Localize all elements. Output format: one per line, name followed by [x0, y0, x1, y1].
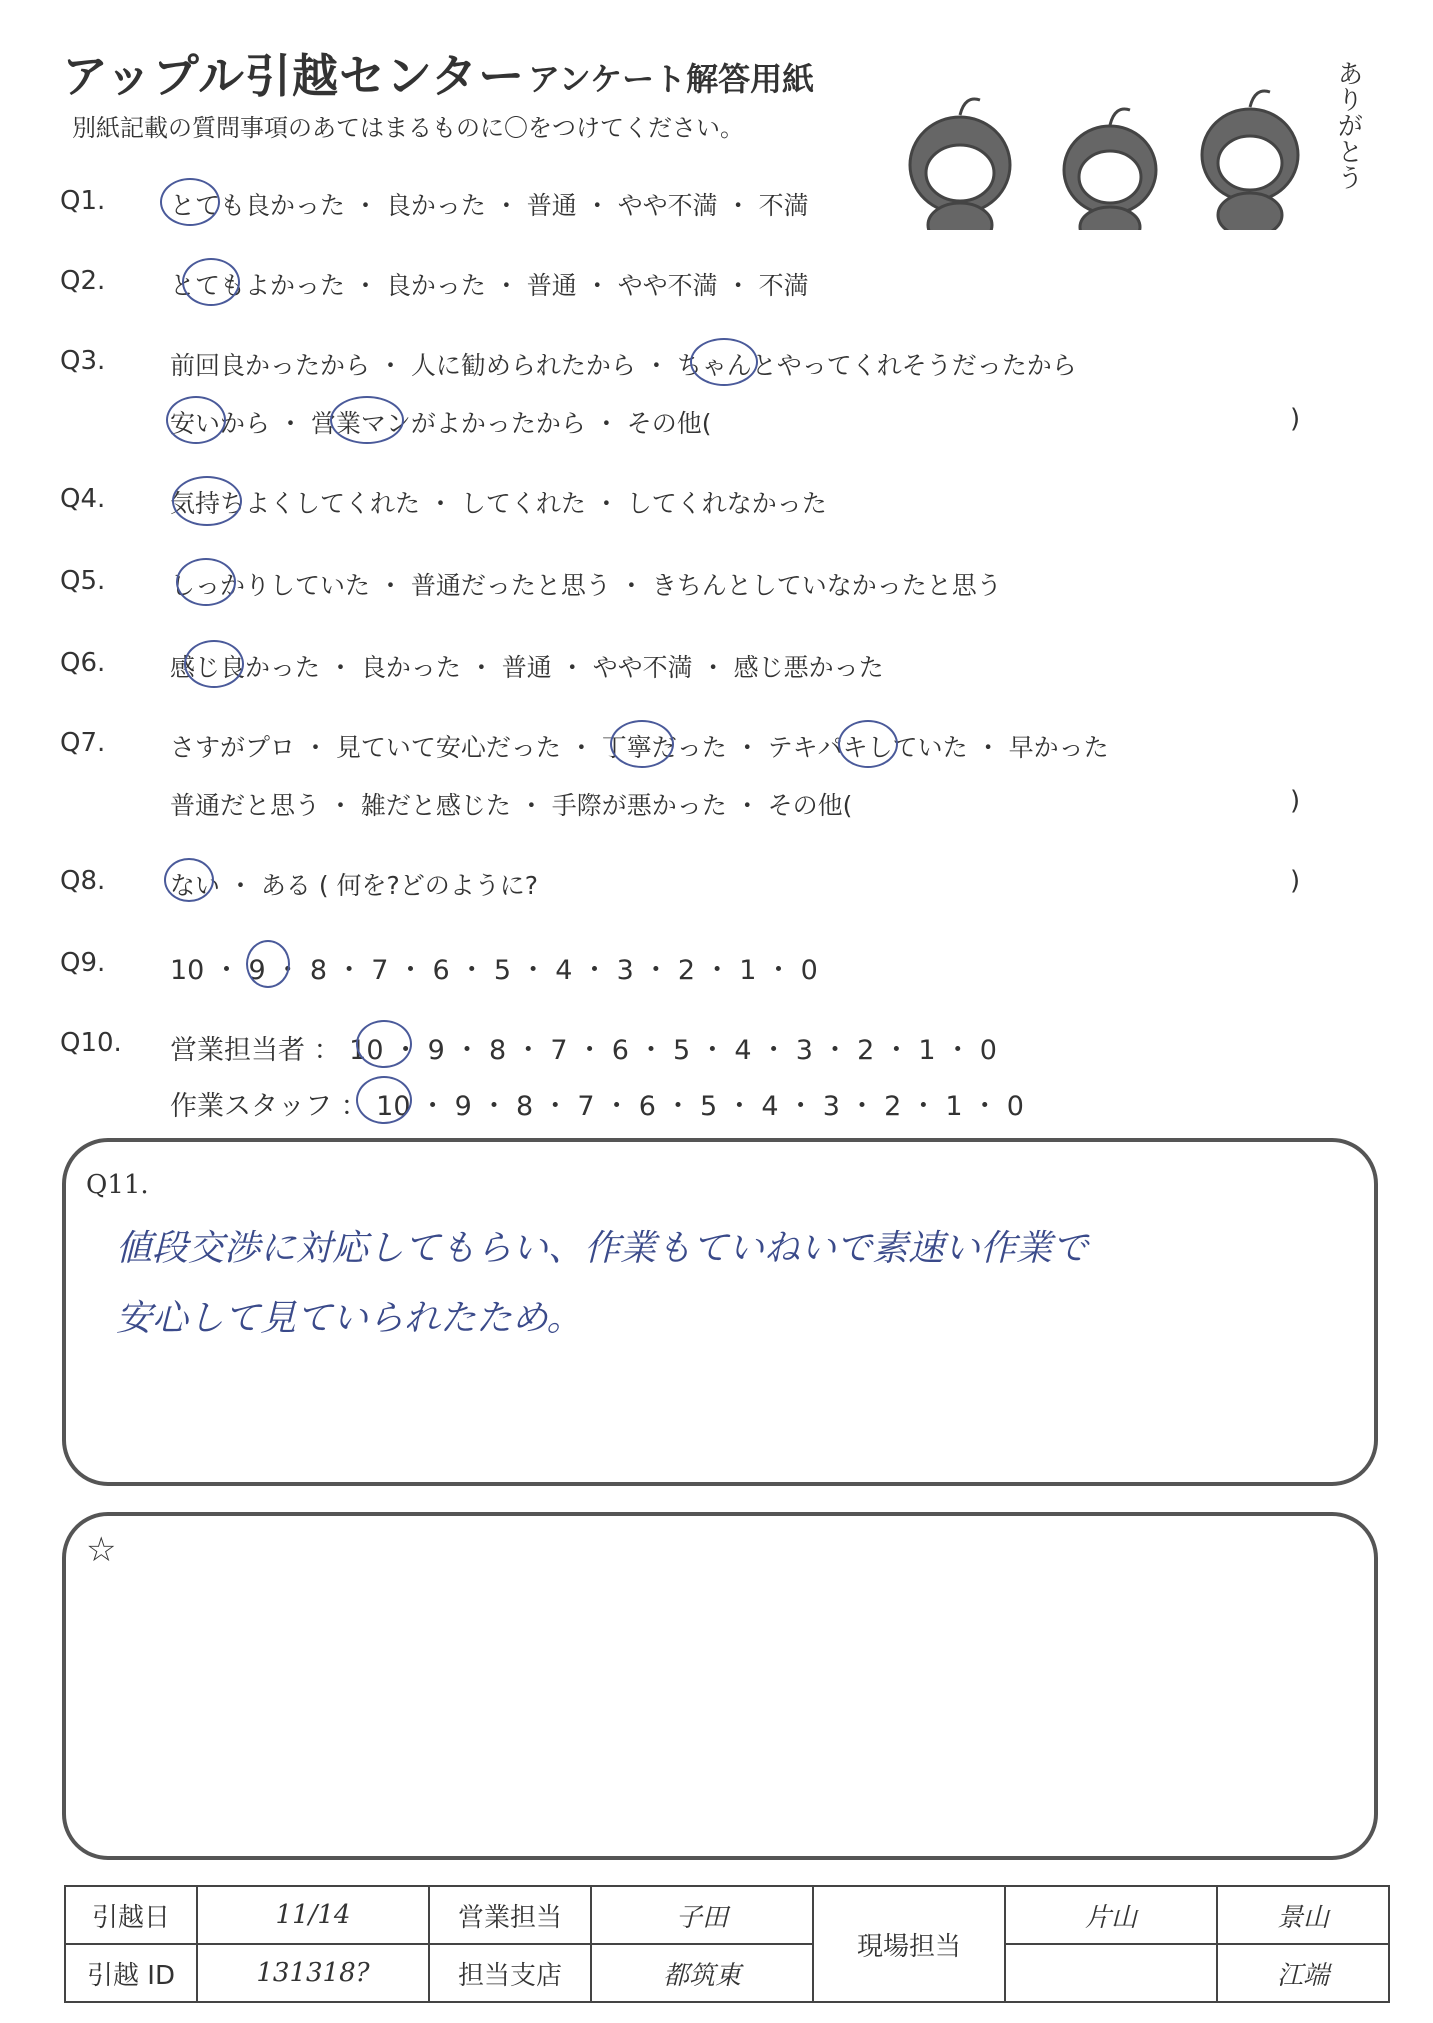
- q10-sales-scale: 営業担当者 ： 10 ・ 9 ・ 8 ・ 7 ・ 6 ・ 5 ・ 4 ・ 3 ・ 2 ・ 1 ・ 0: [170, 1035, 997, 1066]
- sales-value: 子田: [591, 1886, 813, 1944]
- star-comment-box: [62, 1512, 1378, 1860]
- field-staff-3: 江端: [1217, 1944, 1389, 2002]
- q6-options: 感じ良かった ・ 良かった ・ 普通 ・ やや不満 ・ 感じ悪かった: [170, 653, 884, 682]
- move-id-value: 131318?: [197, 1944, 429, 2002]
- answer-circle: [356, 1020, 412, 1068]
- answer-circle: [164, 858, 214, 902]
- q3-options-line2: 安いから ・ 営業マンがよかったから ・ その他(: [170, 409, 712, 438]
- answer-circle: [690, 338, 758, 386]
- monkey-mascot-illustration: [880, 55, 1360, 230]
- monkey-icon: [1064, 109, 1156, 230]
- answer-circle: [176, 558, 236, 606]
- q3-close-paren: ): [1290, 404, 1301, 434]
- q11-label: Q11.: [86, 1170, 149, 1200]
- form-instruction: 別紙記載の質問事項のあてはまるものに〇をつけてください。: [72, 114, 744, 142]
- q5-label: Q5.: [60, 566, 106, 596]
- sales-label: 営業担当: [429, 1886, 591, 1944]
- monkey-icon: [910, 99, 1010, 230]
- q3-options: 前回良かったから ・ 人に勧められたから ・ ちゃんとやってくれそうだったから: [170, 351, 1077, 380]
- q1-options: とても良かった ・ 良かった ・ 普通 ・ やや不満 ・ 不満: [170, 191, 809, 220]
- q11-answer-line2: 安心して見ていられたため。: [116, 1298, 583, 1339]
- field-staff-1: 片山: [1005, 1886, 1217, 1944]
- q9-scale: 10 ・ 9 ・ 8 ・ 7 ・ 6 ・ 5 ・ 4 ・ 3 ・ 2 ・ 1 ・ 0: [170, 955, 818, 986]
- field-staff-empty: [1005, 1944, 1217, 2002]
- q5-options: しっかりしていた ・ 普通だったと思う ・ きちんとしていなかったと思う: [170, 571, 1002, 600]
- q11-answer-line1: 値段交渉に対応してもらい、作業もていねいで素速い作業で: [116, 1228, 1089, 1269]
- field-staff-2: 景山: [1217, 1886, 1389, 1944]
- q8-label: Q8.: [60, 866, 106, 896]
- q6-label: Q6.: [60, 648, 106, 678]
- q1-label: Q1.: [60, 186, 106, 216]
- answer-circle: [330, 396, 404, 444]
- answer-circle: [172, 476, 242, 526]
- move-date-value: 11/14: [197, 1886, 429, 1944]
- answer-circle: [356, 1076, 412, 1124]
- answer-circle: [160, 178, 220, 226]
- q8-close-paren: ): [1290, 866, 1301, 896]
- star-label: ☆: [86, 1530, 117, 1570]
- answer-circle: [246, 940, 290, 988]
- q7-label: Q7.: [60, 728, 106, 758]
- q9-label: Q9.: [60, 948, 106, 978]
- field-label: 現場担当: [813, 1886, 1005, 2002]
- q4-label: Q4.: [60, 484, 106, 514]
- answer-circle: [838, 720, 898, 768]
- thanks-text: ありがとう: [1333, 60, 1363, 190]
- q10-label: Q10.: [60, 1028, 122, 1058]
- footer-info-table: [64, 1885, 1390, 2003]
- q7-options: さすがプロ ・ 見ていて安心だった ・ 丁寧だった ・ テキパキしていた ・ 早かった: [170, 733, 1109, 762]
- q2-options: とてもよかった ・ 良かった ・ 普通 ・ やや不満 ・ 不満: [170, 271, 809, 300]
- answer-circle: [182, 258, 240, 306]
- move-id-label: 引越 ID: [65, 1944, 197, 2002]
- q8-options: ない ・ ある ( 何を?どのように?: [170, 871, 539, 900]
- form-title: アップル引越センター: [62, 49, 526, 103]
- q7-options-line2: 普通だと思う ・ 雑だと感じた ・ 手際が悪かった ・ その他(: [170, 791, 853, 820]
- answer-circle: [166, 396, 226, 444]
- monkey-icon: [1202, 91, 1298, 230]
- move-date-label: 引越日: [65, 1886, 197, 1944]
- form-subtitle: アンケート解答用紙: [528, 60, 815, 98]
- branch-value: 都筑東: [591, 1944, 813, 2002]
- q4-options: 気持ちよくしてくれた ・ してくれた ・ してくれなかった: [170, 489, 827, 518]
- branch-label: 担当支店: [429, 1944, 591, 2002]
- q3-label: Q3.: [60, 346, 106, 376]
- q7-close-paren: ): [1290, 786, 1301, 816]
- q10-staff-scale: 作業スタッフ ： 10 ・ 9 ・ 8 ・ 7 ・ 6 ・ 5 ・ 4 ・ 3 ・ 2 ・ 1 ・ 0: [170, 1091, 1024, 1122]
- answer-circle: [610, 720, 674, 768]
- answer-circle: [184, 640, 244, 688]
- q2-label: Q2.: [60, 266, 106, 296]
